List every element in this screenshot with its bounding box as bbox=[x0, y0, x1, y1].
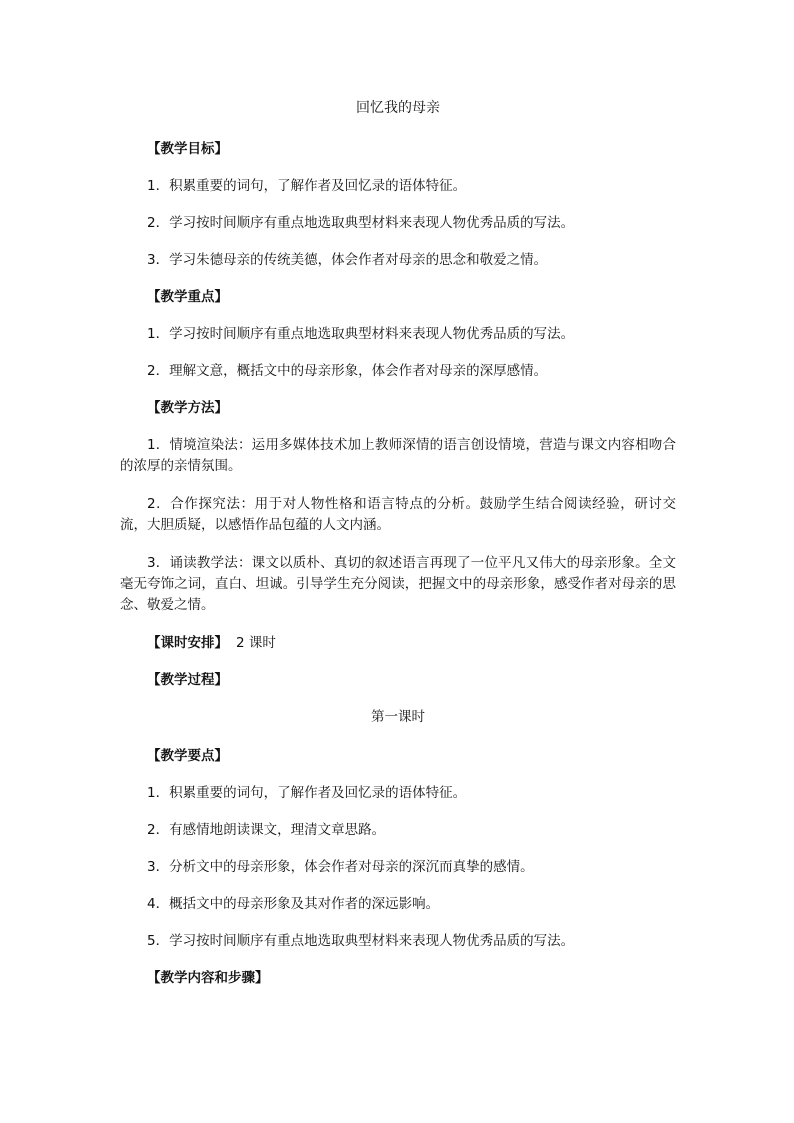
document-title: 回忆我的母亲 bbox=[356, 100, 440, 116]
section-heading-key-points: 【教学重点】 bbox=[147, 289, 228, 305]
lesson-point-item: 4．概括文中的母亲形象及其对作者的深远影响。 bbox=[147, 896, 440, 912]
lesson-point-item: 1．积累重要的词句，了解作者及回忆录的语体特征。 bbox=[147, 785, 467, 801]
lesson-title: 第一课时 bbox=[371, 709, 425, 725]
key-point-item: 1．学习按时间顺序有重点地选取典型材料来表现人物优秀品质的写法。 bbox=[147, 326, 575, 342]
method-item: 2．合作探究法：用于对人物性格和语言特点的分析。鼓励学生结合阅读经验，研讨交流，大胆质疑，以感悟作品包蕴的人文内涵。 bbox=[120, 496, 676, 533]
objective-item: 3．学习朱德母亲的传统美德，体会作者对母亲的思念和敬爱之情。 bbox=[147, 252, 548, 268]
objective-item: 1．积累重要的词句，了解作者及回忆录的语体特征。 bbox=[147, 178, 467, 194]
lesson-point-item: 5．学习按时间顺序有重点地选取典型材料来表现人物优秀品质的写法。 bbox=[147, 933, 575, 949]
document-body bbox=[120, 98, 676, 1005]
section-heading-methods: 【教学方法】 bbox=[147, 400, 228, 416]
method-item: 3．诵读教学法：课文以质朴、真切的叙述语言再现了一位平凡又伟大的母亲形象。全文毫无夸饰之词，直白、坦诚。引导学生充分阅读，把握文中的母亲形象，感受作者对母亲的思念、敬爱之情。 bbox=[120, 555, 676, 613]
schedule-value: 2 课时 bbox=[236, 635, 276, 651]
key-point-item: 2．理解文意，概括文中的母亲形象，体会作者对母亲的深厚感情。 bbox=[147, 363, 548, 379]
method-item: 1．情境渲染法：运用多媒体技术加上教师深情的语言创设情境，营造与课文内容相吻合的浓厚的亲情氛围。 bbox=[120, 437, 676, 474]
lesson-point-item: 2．有感情地朗读课文，理清文章思路。 bbox=[147, 822, 386, 838]
section-heading-process: 【教学过程】 bbox=[147, 672, 228, 688]
section-heading-lesson-points: 【教学要点】 bbox=[147, 748, 228, 764]
section-heading-content-steps: 【教学内容和步骤】 bbox=[147, 970, 269, 986]
section-heading-schedule bbox=[120, 633, 676, 654]
objective-item: 2．学习按时间顺序有重点地选取典型材料来表现人物优秀品质的写法。 bbox=[147, 215, 575, 231]
schedule-heading-text: 【课时安排】 bbox=[147, 635, 228, 651]
lesson-point-item: 3．分析文中的母亲形象，体会作者对母亲的深沉而真挚的感情。 bbox=[147, 859, 534, 875]
section-heading-objectives: 【教学目标】 bbox=[147, 141, 228, 157]
